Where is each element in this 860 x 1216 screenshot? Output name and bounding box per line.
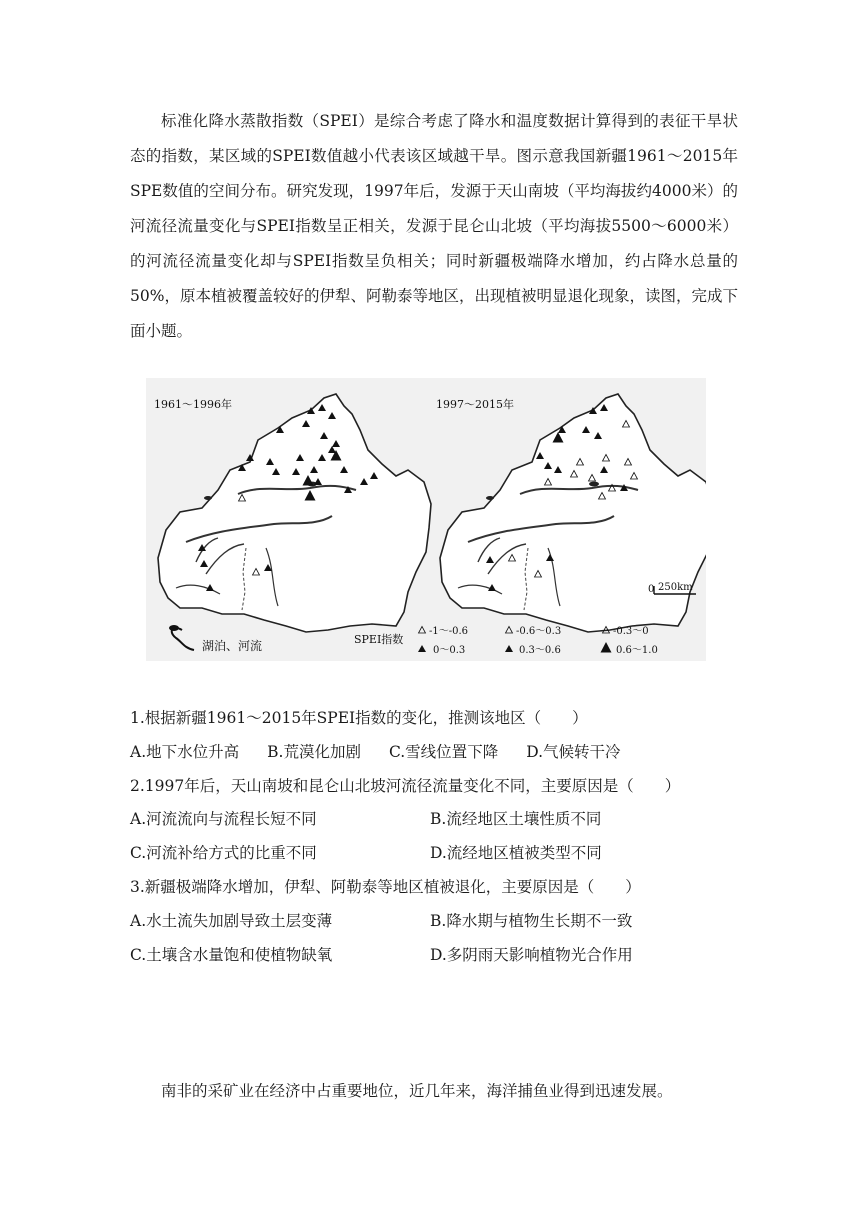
scale-label: 250km <box>658 582 693 593</box>
question-3-option-b: B.降水期与植物生长期不一致 <box>430 911 633 930</box>
question-3-option-d: D.多阴雨天影响植物光合作用 <box>430 945 633 964</box>
map-1997-2015 <box>436 394 706 632</box>
question-1-option-a: A.地下水位升高 <box>130 742 240 761</box>
question-2-option-a: A.河流流向与流程长短不同 <box>130 810 317 829</box>
question-2-options-row-2 <box>130 837 750 871</box>
legend-item-6: 0.6～1.0 <box>616 645 658 656</box>
question-3-stem: 3.新疆极端降水增加，伊犁、阿勒泰等地区植被退化，主要原因是（ ） <box>130 877 641 896</box>
question-2-options-row-1 <box>130 803 750 837</box>
question-block <box>130 702 750 972</box>
legend-title: SPEI指数 <box>354 633 404 646</box>
next-passage-text: 南非的采矿业在经济中占重要地位，近几年来，海洋捕鱼业得到迅速发展。 <box>161 1082 673 1100</box>
question-1-options <box>130 736 750 770</box>
legend-item-5: 0.3～0.6 <box>519 645 561 656</box>
question-2-option-b: B.流经地区土壤性质不同 <box>430 810 602 829</box>
question-3-option-a: A.水土流失加剧导致土层变薄 <box>130 911 333 930</box>
spei-maps-svg <box>146 378 706 661</box>
lake-river-label: 湖泊、河流 <box>202 639 263 653</box>
question-3-option-c: C.土壤含水量饱和使植物缺氧 <box>130 945 333 964</box>
map-1961-1996 <box>154 394 431 632</box>
next-passage <box>130 1076 750 1106</box>
question-3-options-row-2 <box>130 939 750 973</box>
question-3-options-row-1 <box>130 905 750 939</box>
map2-title: 1997～2015年 <box>436 398 514 411</box>
intro-passage <box>130 104 738 349</box>
map1-title: 1961～1996年 <box>154 398 232 411</box>
question-2-option-c: C.河流补给方式的比重不同 <box>130 844 317 863</box>
legend-item-2: -0.6～0.3 <box>516 626 562 637</box>
scale-zero: 0 <box>648 584 655 595</box>
question-1-stem: 1.根据新疆1961～2015年SPEI指数的变化，推测该地区（ ） <box>130 709 588 727</box>
question-2-option-d: D.流经地区植被类型不同 <box>430 844 602 863</box>
legend-item-4: 0～0.3 <box>433 645 466 656</box>
question-1-option-c: C.雪线位置下降 <box>388 742 499 761</box>
question-1-option-b: B.荒漠化加剧 <box>267 742 361 761</box>
spei-map-figure <box>146 378 706 661</box>
question-2-stem: 2.1997年后，天山南坡和昆仑山北坡河流径流量变化不同，主要原因是（ ） <box>130 776 681 795</box>
question-1-option-d: D.气候转干冷 <box>526 742 621 761</box>
lake-river-symbol <box>172 628 194 650</box>
legend-item-1: -1～-0.6 <box>429 626 469 637</box>
intro-text: 标准化降水蒸散指数（SPEI）是综合考虑了降水和温度数据计算得到的表征干旱状态的指数，某区域的SPEI数值越小代表该区域越干旱。图示意我国新疆1961～2015年SPE数值的空间分布。研究发现，1997年后，发源于天山南坡（平均海拔约4000米）的河流径流量变化与SPEI指数呈正相关，发源于昆仑山北坡（平均海拔5500～6000米）的河流径流量变化却与SPEI指数呈负相关；同时新疆极端降水增加，约占降水总量的50%，原本植被覆盖较好的伊犁、阿勒泰等地区，出现植被明显退化现象，读图，完成下面小题。 <box>130 112 738 340</box>
legend-item-3: -0.3～0 <box>613 626 649 637</box>
